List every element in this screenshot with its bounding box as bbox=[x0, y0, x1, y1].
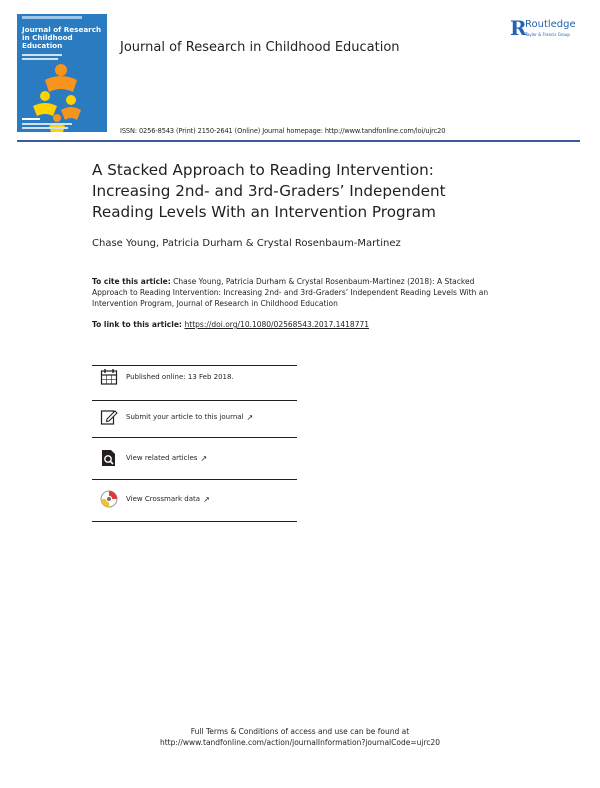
article-title-line: Reading Levels With an Intervention Program bbox=[92, 203, 436, 221]
article-authors: Chase Young, Patricia Durham & Crystal Rosenbaum-Martinez bbox=[92, 238, 401, 249]
cover-title: Journal of Research in Childhood Education bbox=[22, 25, 102, 50]
cover-label bbox=[22, 118, 40, 120]
article-link-label: To link to this article: bbox=[92, 320, 185, 329]
journal-title: Journal of Research in Childhood Education bbox=[120, 40, 400, 55]
section-divider bbox=[92, 437, 297, 438]
published-row bbox=[100, 368, 234, 386]
article-title-line: Increasing 2nd- and 3rd-Graders’ Independent bbox=[92, 182, 446, 200]
cover-children-figures-icon bbox=[31, 62, 91, 132]
crossmark-icon bbox=[100, 490, 118, 508]
crossmark-link[interactable] bbox=[100, 490, 210, 508]
citation-label: To cite this article: bbox=[92, 277, 171, 286]
citation-block bbox=[92, 276, 512, 309]
cover-footer-line bbox=[22, 123, 72, 125]
publisher-name: Routledge bbox=[525, 19, 576, 30]
journal-homepage-link[interactable]: http://www.tandfonline.com/loi/ujrc20 bbox=[324, 127, 446, 135]
cover-footer-line bbox=[22, 127, 68, 129]
article-title-line: A Stacked Approach to Reading Intervention: bbox=[92, 161, 434, 179]
article-link-line bbox=[92, 320, 369, 329]
external-link-icon: ↗ bbox=[246, 412, 254, 422]
submit-article-link[interactable] bbox=[100, 408, 253, 426]
calendar-icon bbox=[100, 368, 118, 386]
cover-header-bar bbox=[22, 16, 82, 19]
document-search-icon bbox=[100, 449, 118, 467]
edit-icon bbox=[100, 408, 118, 426]
section-divider bbox=[92, 479, 297, 480]
issn-line bbox=[120, 127, 445, 135]
publisher-logo bbox=[510, 18, 595, 44]
external-link-icon: ↗ bbox=[200, 453, 208, 463]
section-divider bbox=[92, 365, 297, 366]
external-link-icon: ↗ bbox=[203, 494, 210, 504]
cover-subtitle-line bbox=[22, 58, 58, 60]
header-divider bbox=[17, 140, 580, 142]
article-title bbox=[92, 160, 532, 223]
publisher-subtitle: Taylor & Francis Group bbox=[525, 32, 570, 37]
citation-text: Chase Young, Patricia Durham & Crystal Rosenbaum-Martinez (2018): A Stacked Approach to Reading Intervention: Increasing 2nd- and 3rd-Graders’ Independent Reading Levels With an Intervention Program, Journal of Research in Childhood Education bbox=[92, 277, 489, 308]
journal-cover-image bbox=[17, 14, 107, 132]
cover-subtitle-line bbox=[22, 54, 62, 56]
terms-link[interactable]: http://www.tandfonline.com/action/journalInformation?journalCode=ujrc20 bbox=[159, 738, 441, 747]
routledge-r-icon: R bbox=[510, 16, 527, 40]
crossmark-label: View Crossmark data bbox=[126, 495, 201, 503]
footer-line: Full Terms & Conditions of access and use can be found at bbox=[190, 727, 410, 736]
section-divider bbox=[92, 400, 297, 401]
related-articles-link[interactable] bbox=[100, 449, 207, 467]
issn-text: ISSN: 0256-8543 (Print) 2150-2641 (Online) Journal homepage: bbox=[120, 127, 325, 135]
section-divider bbox=[92, 521, 297, 522]
footer-terms bbox=[0, 726, 600, 748]
doi-link[interactable]: https://doi.org/10.1080/02568543.2017.1418771 bbox=[184, 320, 370, 329]
published-date: Published online: 13 Feb 2018. bbox=[126, 373, 234, 381]
submit-article-label: Submit your article to this journal bbox=[126, 413, 244, 421]
related-articles-label: View related articles bbox=[126, 454, 198, 462]
